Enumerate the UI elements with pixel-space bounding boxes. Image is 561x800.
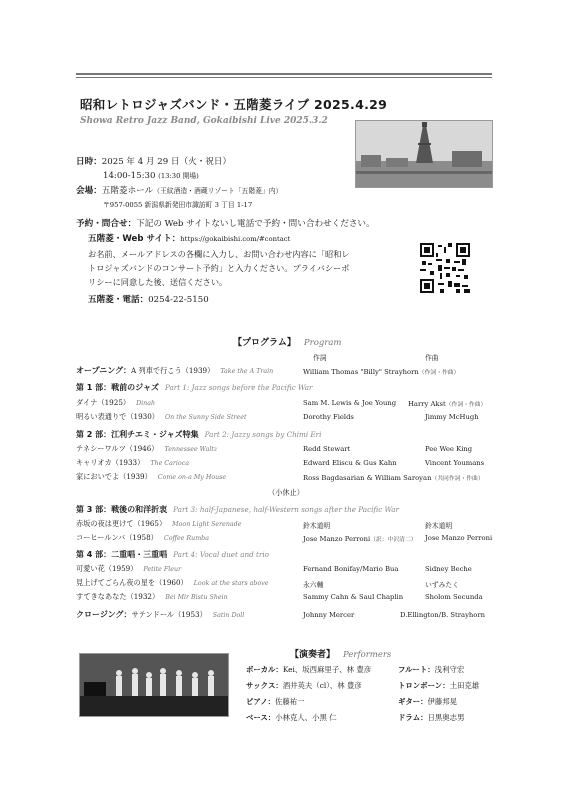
top-rule-thin [76,77,492,78]
time-value: 14:00-15:30 [103,171,156,181]
venue-label: 会場： [76,186,102,196]
web-line [88,233,290,246]
song-note: （訳：中沢清二） [370,537,417,543]
opening-credit-note: （作詞・作曲） [418,370,460,376]
top-rule [76,73,492,75]
performer-row [398,694,457,710]
part4-title-en: Part 4: Vocal duet and trio [173,550,269,559]
song-note: （作詞・作曲） [445,402,487,408]
opening-line [76,366,273,377]
song-title: 家においでよ（1939） [76,472,152,481]
program-heading-jp: 【プログラム】 [233,338,296,348]
song-row [76,444,217,455]
address-line: 〒957-0055 新潟県新発田市諏訪町 3 丁目 1-17 [103,201,253,209]
song-music: 鈴木道明 [425,522,453,530]
song-title-en: Dinah [136,400,156,407]
song-title: テネシーワルツ（1946） [76,444,159,453]
song-lyric [303,534,417,543]
song-title-en: Come on-a My House [157,474,227,481]
song-music: Pee Wee King [425,445,473,453]
opening-song: A 列車で行こう（1939） [131,366,215,375]
song-title-en: Moon Light Serenade [172,521,242,528]
part3-title-jp: 第 3 部：戦後の和洋折衷 [76,505,168,514]
performer-role: フルート： [398,665,435,674]
song-row [76,578,269,589]
part4-title-jp: 第 4 部：二重唱・三重唱 [76,550,168,559]
closing-lyric: Johnny Mercer [303,611,355,619]
performer-names: Kei、坂西麻里子、林 豊彦 [282,665,372,674]
date-value: 2025 年 4 月 29 日（火・祝日） [101,157,232,167]
performers-heading [290,642,391,661]
closing-song-en: Satin Doll [212,612,245,619]
part3-title [76,505,399,515]
performers-heading-en: Performers [343,650,392,660]
performer-names: 日黒奥志男 [427,713,465,722]
performer-row [398,710,464,726]
part4-title [76,550,269,560]
performer-row [246,662,371,678]
part1-title [76,383,313,393]
part1-title-en: Part 1: Jazz songs before the Pacific War [164,383,313,392]
web-url[interactable]: https://gokaibishi.com/#contact [180,235,291,243]
web-text-1: お名前、メールアドレスの各欄に入力し、お問い合わせ内容に「昭和レ [88,249,350,259]
song-title: コーヒールンバ（1958） [76,533,158,542]
time-line [103,170,199,183]
performer-role: トロンボーン： [398,681,450,690]
venue-note: （王紋酒造・酒蔵リゾート「五階菱」内） [153,187,283,195]
page-title: 昭和レトロジャズバンド・五階菱ライブ 2025.4.29 [80,97,388,112]
web-label: 五階菱・Web サイト： [88,234,181,244]
song-lyric-name: Ross Bagdasarian & William Saroyan [303,474,432,482]
tel-line [88,294,209,307]
performer-role: ベース： [246,713,276,722]
song-music: Jimmy McHugh [425,413,479,421]
performer-names: 土田克雄 [449,681,480,690]
part2-title-en: Part 2: Jazzy songs by Chimi Eri [204,430,322,439]
song-title: すてきなあなた（1932） [76,592,160,601]
song-title-en: On the Sunny Side Street [164,414,247,421]
col-music-header: 作曲 [425,354,439,362]
song-title: 見上げてごらん夜の星を（1960） [76,578,188,587]
song-music: Jose Manzo Perroni [425,534,493,542]
band-photo [79,653,229,717]
song-title-en: Bei Mir Bistu Shein [165,594,228,601]
performer-role: ピアノ： [246,697,275,706]
song-lyric: Fernand Bonifay/Mario Bua [303,565,399,573]
song-title: 明るい表通りで（1930） [76,412,159,421]
song-music [408,399,486,408]
performer-row [398,662,464,678]
performer-names: 伊藤邦晃 [427,697,458,706]
web-text-2: トロジャズバンドのコンサート予約」と入力ください。プライバシーポ [88,263,350,273]
reserve-label: 予約・問合せ： [76,219,137,229]
song-music: Sholom Secunda [425,593,483,601]
performer-row [246,678,362,694]
performer-role: ドラム： [398,713,428,722]
song-note: （共同作詞・作曲） [431,476,484,482]
song-lyric-name: Jose Manzo Perroni [303,535,371,543]
performer-names: 佐藤祐一 [274,697,305,706]
performer-row [398,678,479,694]
page-subtitle: Showa Retro Jazz Band, Gokaibishi Live 2025.3.2 [80,116,328,126]
part1-title-jp: 第 1 部：戦前のジャズ [76,383,159,392]
song-row [76,472,226,483]
song-lyric: 永六輔 [303,581,324,589]
performer-role: サックス： [246,681,283,690]
song-lyric: Edward Eliscu & Gus Kahn [303,459,397,467]
col-lyric-header: 作詞 [313,354,327,362]
program-heading [233,330,341,349]
song-lyric: Sammy Cahn & Saul Chaplin [303,593,404,601]
tel-value: 0254-22-5150 [148,295,209,305]
song-title: キャリオカ（1933） [76,458,145,467]
qr-code-icon[interactable] [420,243,470,293]
song-title: 赤坂の夜は更けて（1965） [76,519,167,528]
song-row [76,458,189,469]
part3-title-en: Part 3: half-Japanese, half-Western songs after the Pacific War [173,505,399,514]
date-label: 日時： [76,157,102,167]
opening-label: オープニング： [76,366,132,375]
closing-song: サテンドール（1953） [131,610,207,619]
opening-credit [303,367,459,376]
song-title-en: The Carioca [150,460,189,467]
song-title-en: Petite Fleur [143,566,182,573]
song-title-en: Look at the stars above [193,580,269,587]
song-title: 可愛い花（1959） [76,564,138,573]
performer-names: 浅利守宏 [434,665,465,674]
tel-label: 五階菱・電話： [88,295,149,305]
closing-label: クロージング： [76,610,132,619]
part2-title-jp: 第 2 部：江利チエミ・ジャズ特集 [76,430,199,439]
song-title-en: Tennessee Waltz [164,446,218,453]
program-heading-en: Program [303,338,342,348]
closing-music: D.Ellington/B. Strayhorn [400,611,486,619]
venue-value: 五階菱ホール [101,186,154,196]
song-lyric: Dorothy Fields [303,413,354,421]
web-text-3: リシーに同意した後、送信ください。 [88,277,228,287]
tower-photo [355,120,493,188]
song-music-name: Harry Akst [408,400,446,408]
performer-role: ボーカル： [246,665,283,674]
song-row [76,519,241,530]
closing-line [76,610,244,621]
performer-names: 小林克人、小黒 仁 [275,713,337,722]
song-title: ダイナ（1925） [76,398,131,407]
performer-row [246,694,305,710]
song-row [76,533,209,544]
song-lyric: Sam M. Lewis & Joe Young [303,399,397,407]
performers-heading-jp: 【演奏者】 [290,650,336,660]
part2-title [76,430,321,440]
song-row [76,398,155,409]
band-illustration [80,654,228,716]
song-row [76,592,228,603]
song-music: Sidney Beche [425,565,472,573]
intermission: （小休止） [268,488,304,497]
opening-credit-name: William Thomas "Billy" Strayhorn [303,368,419,376]
performer-row [246,710,337,726]
song-title-en: Coffee Rumba [163,535,209,542]
song-lyric [303,473,484,482]
performer-role: ギター： [398,697,428,706]
tower-illustration [356,121,492,187]
song-row [76,412,246,423]
time-note: (13:30 開場) [158,172,199,180]
reserve-line [76,218,375,231]
song-music: Vincent Youmans [425,459,485,467]
song-lyric: 鈴木道明 [303,522,331,530]
venue-line [76,185,282,198]
date-line [76,156,231,169]
song-lyric: Redd Stewart [303,445,351,453]
song-music: いずみたく [425,581,459,589]
performer-names: 酒井英夫（cl）、林 豊彦 [282,681,362,690]
opening-song-en: Take the A Train [220,368,274,375]
reserve-value: 下記の Web サイトないし電話で予約・問い合わせください。 [136,219,375,229]
song-row [76,564,181,575]
